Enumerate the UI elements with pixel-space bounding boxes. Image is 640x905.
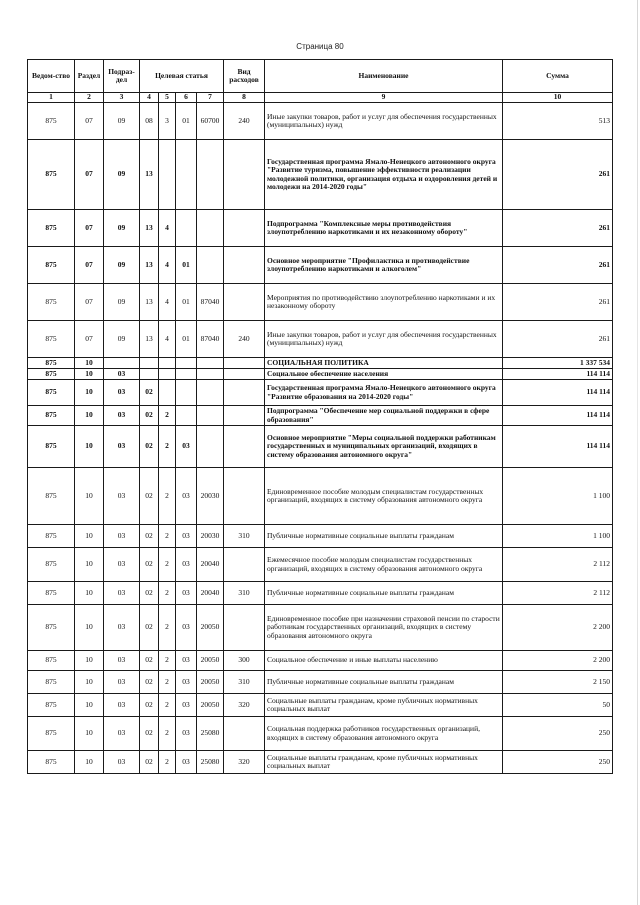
cell-podr: 09 xyxy=(104,284,140,321)
cell-sum: 261 xyxy=(503,284,613,321)
cell-podr: 09 xyxy=(104,103,140,140)
cell-vid: 300 xyxy=(224,651,265,671)
cell-cs1: 02 xyxy=(140,380,159,406)
cell-sum: 114 114 xyxy=(503,369,613,380)
cell-podr: 03 xyxy=(104,751,140,774)
cell-sum: 261 xyxy=(503,210,613,247)
cell-podr: 09 xyxy=(104,210,140,247)
cell-cs4: 87040 xyxy=(197,284,224,321)
cell-cs3: 01 xyxy=(176,321,197,358)
cell-podr: 03 xyxy=(104,525,140,548)
cell-cs4 xyxy=(197,140,224,210)
cell-razd: 10 xyxy=(75,380,104,406)
cell-cs1: 08 xyxy=(140,103,159,140)
cell-podr: 09 xyxy=(104,247,140,284)
cell-cs2: 4 xyxy=(159,210,176,247)
cell-cs3: 03 xyxy=(176,468,197,525)
cell-razd: 10 xyxy=(75,651,104,671)
cell-cs2: 2 xyxy=(159,651,176,671)
column-number: 3 xyxy=(104,93,140,103)
cell-sum: 2 200 xyxy=(503,605,613,651)
cell-ved: 875 xyxy=(28,426,75,468)
table-row xyxy=(28,694,613,717)
cell-cs2 xyxy=(159,358,176,369)
cell-cs3: 03 xyxy=(176,694,197,717)
cell-cs3 xyxy=(176,369,197,380)
cell-ved: 875 xyxy=(28,751,75,774)
cell-vid xyxy=(224,548,265,582)
cell-sum: 2 112 xyxy=(503,548,613,582)
cell-podr: 03 xyxy=(104,406,140,426)
column-number-row xyxy=(28,93,613,103)
cell-name: Социальная поддержка работников государственных организаций, входящих в систему образования автономного округа xyxy=(265,717,503,751)
cell-razd: 07 xyxy=(75,321,104,358)
column-number: 1 xyxy=(28,93,75,103)
cell-name: Государственная программа Ямало-Ненецкого автономного округа "Развитие туризма, повышение эффективности реализации молодежной политики, организация отдыха и оздоровления детей и молодежи на 2014-2020 годы" xyxy=(265,140,503,210)
table-row xyxy=(28,426,613,468)
cell-podr: 03 xyxy=(104,605,140,651)
cell-sum: 2 112 xyxy=(503,582,613,605)
cell-podr: 09 xyxy=(104,140,140,210)
cell-ved: 875 xyxy=(28,525,75,548)
cell-razd: 10 xyxy=(75,751,104,774)
cell-ved: 875 xyxy=(28,671,75,694)
cell-ved: 875 xyxy=(28,717,75,751)
cell-sum: 250 xyxy=(503,751,613,774)
cell-vid xyxy=(224,247,265,284)
cell-cs3 xyxy=(176,380,197,406)
cell-name: Публичные нормативные социальные выплаты гражданам xyxy=(265,671,503,694)
cell-vid: 310 xyxy=(224,671,265,694)
cell-cs2: 2 xyxy=(159,671,176,694)
cell-cs1: 13 xyxy=(140,284,159,321)
cell-cs1: 02 xyxy=(140,548,159,582)
table-row xyxy=(28,605,613,651)
budget-table-body xyxy=(28,103,613,774)
cell-sum: 261 xyxy=(503,247,613,284)
cell-cs4: 87040 xyxy=(197,321,224,358)
cell-cs1: 02 xyxy=(140,525,159,548)
table-row xyxy=(28,284,613,321)
cell-ved: 875 xyxy=(28,369,75,380)
cell-vid: 240 xyxy=(224,103,265,140)
cell-cs1: 02 xyxy=(140,694,159,717)
cell-cs2: 2 xyxy=(159,582,176,605)
cell-cs2: 2 xyxy=(159,605,176,651)
cell-sum: 50 xyxy=(503,694,613,717)
cell-ved: 875 xyxy=(28,651,75,671)
cell-cs1: 02 xyxy=(140,426,159,468)
table-row xyxy=(28,406,613,426)
cell-ved: 875 xyxy=(28,582,75,605)
header-vid-rashodov: Вид расходов xyxy=(224,60,265,93)
cell-cs3 xyxy=(176,358,197,369)
cell-name: Публичные нормативные социальные выплаты гражданам xyxy=(265,525,503,548)
cell-cs4: 20050 xyxy=(197,694,224,717)
cell-ved: 875 xyxy=(28,358,75,369)
header-celevaya-statya: Целевая статья xyxy=(140,60,224,93)
cell-vid xyxy=(224,717,265,751)
cell-cs2: 2 xyxy=(159,525,176,548)
cell-sum: 261 xyxy=(503,321,613,358)
cell-cs3: 01 xyxy=(176,103,197,140)
table-row xyxy=(28,751,613,774)
budget-table xyxy=(27,59,613,774)
cell-ved: 875 xyxy=(28,694,75,717)
cell-cs3 xyxy=(176,140,197,210)
cell-name: Иные закупки товаров, работ и услуг для обеспечения государственных (муниципальных) нужд xyxy=(265,103,503,140)
cell-ved: 875 xyxy=(28,321,75,358)
cell-razd: 10 xyxy=(75,426,104,468)
cell-cs1: 02 xyxy=(140,582,159,605)
cell-sum: 1 100 xyxy=(503,468,613,525)
cell-cs4: 20040 xyxy=(197,548,224,582)
column-number: 2 xyxy=(75,93,104,103)
cell-vid: 320 xyxy=(224,694,265,717)
cell-name: Мероприятия по противодействию злоупотреблению наркотиками и их незаконному обороту xyxy=(265,284,503,321)
cell-cs4: 60700 xyxy=(197,103,224,140)
cell-cs2: 2 xyxy=(159,717,176,751)
cell-ved: 875 xyxy=(28,284,75,321)
cell-razd: 10 xyxy=(75,369,104,380)
cell-razd: 07 xyxy=(75,247,104,284)
cell-podr: 03 xyxy=(104,582,140,605)
cell-cs3: 01 xyxy=(176,247,197,284)
cell-cs2: 4 xyxy=(159,284,176,321)
table-row xyxy=(28,525,613,548)
cell-cs2: 2 xyxy=(159,406,176,426)
column-number: 6 xyxy=(176,93,197,103)
cell-vid xyxy=(224,358,265,369)
table-row xyxy=(28,548,613,582)
header-naimenovanie: Наименование xyxy=(265,60,503,93)
cell-podr: 03 xyxy=(104,468,140,525)
cell-cs2: 4 xyxy=(159,247,176,284)
table-row xyxy=(28,247,613,284)
cell-ved: 875 xyxy=(28,380,75,406)
cell-razd: 10 xyxy=(75,717,104,751)
cell-podr xyxy=(104,358,140,369)
table-row xyxy=(28,651,613,671)
cell-vid xyxy=(224,210,265,247)
cell-cs1: 02 xyxy=(140,671,159,694)
cell-name: Социальные выплаты гражданам, кроме публичных нормативных социальных выплат xyxy=(265,751,503,774)
column-number: 5 xyxy=(159,93,176,103)
cell-name: Ежемесячное пособие молодым специалистам государственных организаций, входящих в систему образования автономного округа xyxy=(265,548,503,582)
cell-vid xyxy=(224,406,265,426)
cell-razd: 10 xyxy=(75,605,104,651)
cell-sum: 114 114 xyxy=(503,426,613,468)
cell-cs4 xyxy=(197,406,224,426)
cell-vid xyxy=(224,380,265,406)
cell-cs3: 03 xyxy=(176,582,197,605)
cell-cs4: 20040 xyxy=(197,582,224,605)
cell-name: Основное мероприятие "Профилактика и противодействие злоупотреблению наркотиками и алкоголем" xyxy=(265,247,503,284)
cell-razd: 07 xyxy=(75,210,104,247)
cell-cs1: 02 xyxy=(140,468,159,525)
cell-name: Основное мероприятие "Меры социальной поддержки работникам государственных и муниципальных организаций, входящих в систему образования автономного округа" xyxy=(265,426,503,468)
cell-cs3: 03 xyxy=(176,751,197,774)
cell-cs1 xyxy=(140,369,159,380)
cell-cs3: 03 xyxy=(176,605,197,651)
cell-razd: 10 xyxy=(75,406,104,426)
header-podrazdel: Подраз-дел xyxy=(104,60,140,93)
header-row xyxy=(28,60,613,93)
table-row xyxy=(28,380,613,406)
cell-cs2: 2 xyxy=(159,751,176,774)
cell-name: СОЦИАЛЬНАЯ ПОЛИТИКА xyxy=(265,358,503,369)
cell-cs4 xyxy=(197,210,224,247)
cell-ved: 875 xyxy=(28,140,75,210)
cell-cs3: 03 xyxy=(176,671,197,694)
table-row xyxy=(28,369,613,380)
cell-vid: 320 xyxy=(224,751,265,774)
header-razdel: Раздел xyxy=(75,60,104,93)
table-row xyxy=(28,103,613,140)
cell-razd: 07 xyxy=(75,103,104,140)
cell-cs3: 03 xyxy=(176,651,197,671)
cell-sum: 250 xyxy=(503,717,613,751)
cell-name: Единовременное пособие молодым специалистам государственных организаций, входящих в систему образования автономного округа xyxy=(265,468,503,525)
cell-name: Социальное обеспечение и иные выплаты населению xyxy=(265,651,503,671)
cell-cs1: 13 xyxy=(140,210,159,247)
cell-razd: 10 xyxy=(75,548,104,582)
cell-ved: 875 xyxy=(28,247,75,284)
header-vedomstvo: Ведом-ство xyxy=(28,60,75,93)
cell-razd: 07 xyxy=(75,284,104,321)
cell-podr: 03 xyxy=(104,548,140,582)
cell-ved: 875 xyxy=(28,406,75,426)
cell-cs4 xyxy=(197,358,224,369)
cell-cs1: 02 xyxy=(140,605,159,651)
column-number: 8 xyxy=(224,93,265,103)
cell-cs4 xyxy=(197,247,224,284)
cell-vid xyxy=(224,140,265,210)
cell-ved: 875 xyxy=(28,103,75,140)
cell-cs4: 25080 xyxy=(197,751,224,774)
cell-sum: 261 xyxy=(503,140,613,210)
cell-razd: 10 xyxy=(75,468,104,525)
cell-ved: 875 xyxy=(28,605,75,651)
cell-cs2 xyxy=(159,140,176,210)
cell-cs1: 13 xyxy=(140,140,159,210)
cell-cs4: 20050 xyxy=(197,671,224,694)
cell-name: Подпрограмма "Обеспечение мер социальной поддержки в сфере образования" xyxy=(265,406,503,426)
table-row xyxy=(28,717,613,751)
cell-vid: 310 xyxy=(224,525,265,548)
cell-cs4 xyxy=(197,369,224,380)
cell-vid xyxy=(224,605,265,651)
cell-name: Социальное обеспечение населения xyxy=(265,369,503,380)
cell-cs2 xyxy=(159,369,176,380)
cell-vid xyxy=(224,468,265,525)
cell-podr: 03 xyxy=(104,717,140,751)
cell-podr: 03 xyxy=(104,651,140,671)
cell-cs4: 20050 xyxy=(197,605,224,651)
cell-ved: 875 xyxy=(28,210,75,247)
column-number: 7 xyxy=(197,93,224,103)
cell-sum: 114 114 xyxy=(503,380,613,406)
cell-cs4: 20030 xyxy=(197,525,224,548)
cell-cs2: 2 xyxy=(159,426,176,468)
cell-sum: 1 100 xyxy=(503,525,613,548)
cell-name: Подпрограмма "Комплексные меры противодействия злоупотреблению наркотиками и их незаконному обороту" xyxy=(265,210,503,247)
cell-razd: 10 xyxy=(75,694,104,717)
cell-cs2: 2 xyxy=(159,694,176,717)
cell-vid: 240 xyxy=(224,321,265,358)
cell-sum: 2 150 xyxy=(503,671,613,694)
column-number: 10 xyxy=(503,93,613,103)
cell-name: Иные закупки товаров, работ и услуг для обеспечения государственных (муниципальных) нужд xyxy=(265,321,503,358)
cell-razd: 10 xyxy=(75,525,104,548)
header-summa: Сумма xyxy=(503,60,613,93)
table-row xyxy=(28,582,613,605)
cell-cs2 xyxy=(159,380,176,406)
cell-cs2: 3 xyxy=(159,103,176,140)
table-row xyxy=(28,671,613,694)
cell-razd: 10 xyxy=(75,358,104,369)
cell-cs1: 02 xyxy=(140,406,159,426)
cell-cs3: 03 xyxy=(176,525,197,548)
cell-podr: 03 xyxy=(104,671,140,694)
cell-ved: 875 xyxy=(28,548,75,582)
cell-cs3: 03 xyxy=(176,426,197,468)
cell-cs3 xyxy=(176,406,197,426)
cell-podr: 03 xyxy=(104,380,140,406)
cell-cs3 xyxy=(176,210,197,247)
cell-razd: 07 xyxy=(75,140,104,210)
cell-sum: 513 xyxy=(503,103,613,140)
cell-vid xyxy=(224,284,265,321)
cell-vid xyxy=(224,426,265,468)
cell-cs1 xyxy=(140,358,159,369)
cell-cs2: 2 xyxy=(159,468,176,525)
cell-razd: 10 xyxy=(75,671,104,694)
page-number-label: Страница 80 xyxy=(296,42,344,51)
table-row xyxy=(28,140,613,210)
table-row xyxy=(28,321,613,358)
cell-podr: 03 xyxy=(104,426,140,468)
cell-sum: 1 337 534 xyxy=(503,358,613,369)
column-number: 9 xyxy=(265,93,503,103)
cell-ved: 875 xyxy=(28,468,75,525)
cell-sum: 2 200 xyxy=(503,651,613,671)
cell-podr: 03 xyxy=(104,694,140,717)
cell-name: Государственная программа Ямало-Ненецкого автономного округа "Развитие образования на 2014-2020 годы" xyxy=(265,380,503,406)
cell-cs2: 4 xyxy=(159,321,176,358)
cell-cs3: 03 xyxy=(176,548,197,582)
scan-edge xyxy=(637,0,638,905)
cell-cs4: 25080 xyxy=(197,717,224,751)
cell-cs3: 01 xyxy=(176,284,197,321)
cell-cs1: 02 xyxy=(140,751,159,774)
cell-podr: 03 xyxy=(104,369,140,380)
cell-cs4: 20050 xyxy=(197,651,224,671)
cell-cs4: 20030 xyxy=(197,468,224,525)
cell-cs1: 13 xyxy=(140,321,159,358)
table-row xyxy=(28,358,613,369)
table-row xyxy=(28,210,613,247)
column-number: 4 xyxy=(140,93,159,103)
cell-cs1: 02 xyxy=(140,651,159,671)
cell-podr: 09 xyxy=(104,321,140,358)
cell-cs4 xyxy=(197,426,224,468)
cell-cs1: 13 xyxy=(140,247,159,284)
table-row xyxy=(28,468,613,525)
cell-cs3: 03 xyxy=(176,717,197,751)
cell-name: Публичные нормативные социальные выплаты гражданам xyxy=(265,582,503,605)
cell-cs4 xyxy=(197,380,224,406)
cell-name: Единовременное пособие при назначении страховой пенсии по старости работникам государственных организаций, входящих в систему образования автономного округа xyxy=(265,605,503,651)
cell-cs1: 02 xyxy=(140,717,159,751)
cell-vid xyxy=(224,369,265,380)
cell-name: Социальные выплаты гражданам, кроме публичных нормативных социальных выплат xyxy=(265,694,503,717)
cell-sum: 114 114 xyxy=(503,406,613,426)
cell-cs2: 2 xyxy=(159,548,176,582)
cell-vid: 310 xyxy=(224,582,265,605)
cell-razd: 10 xyxy=(75,582,104,605)
